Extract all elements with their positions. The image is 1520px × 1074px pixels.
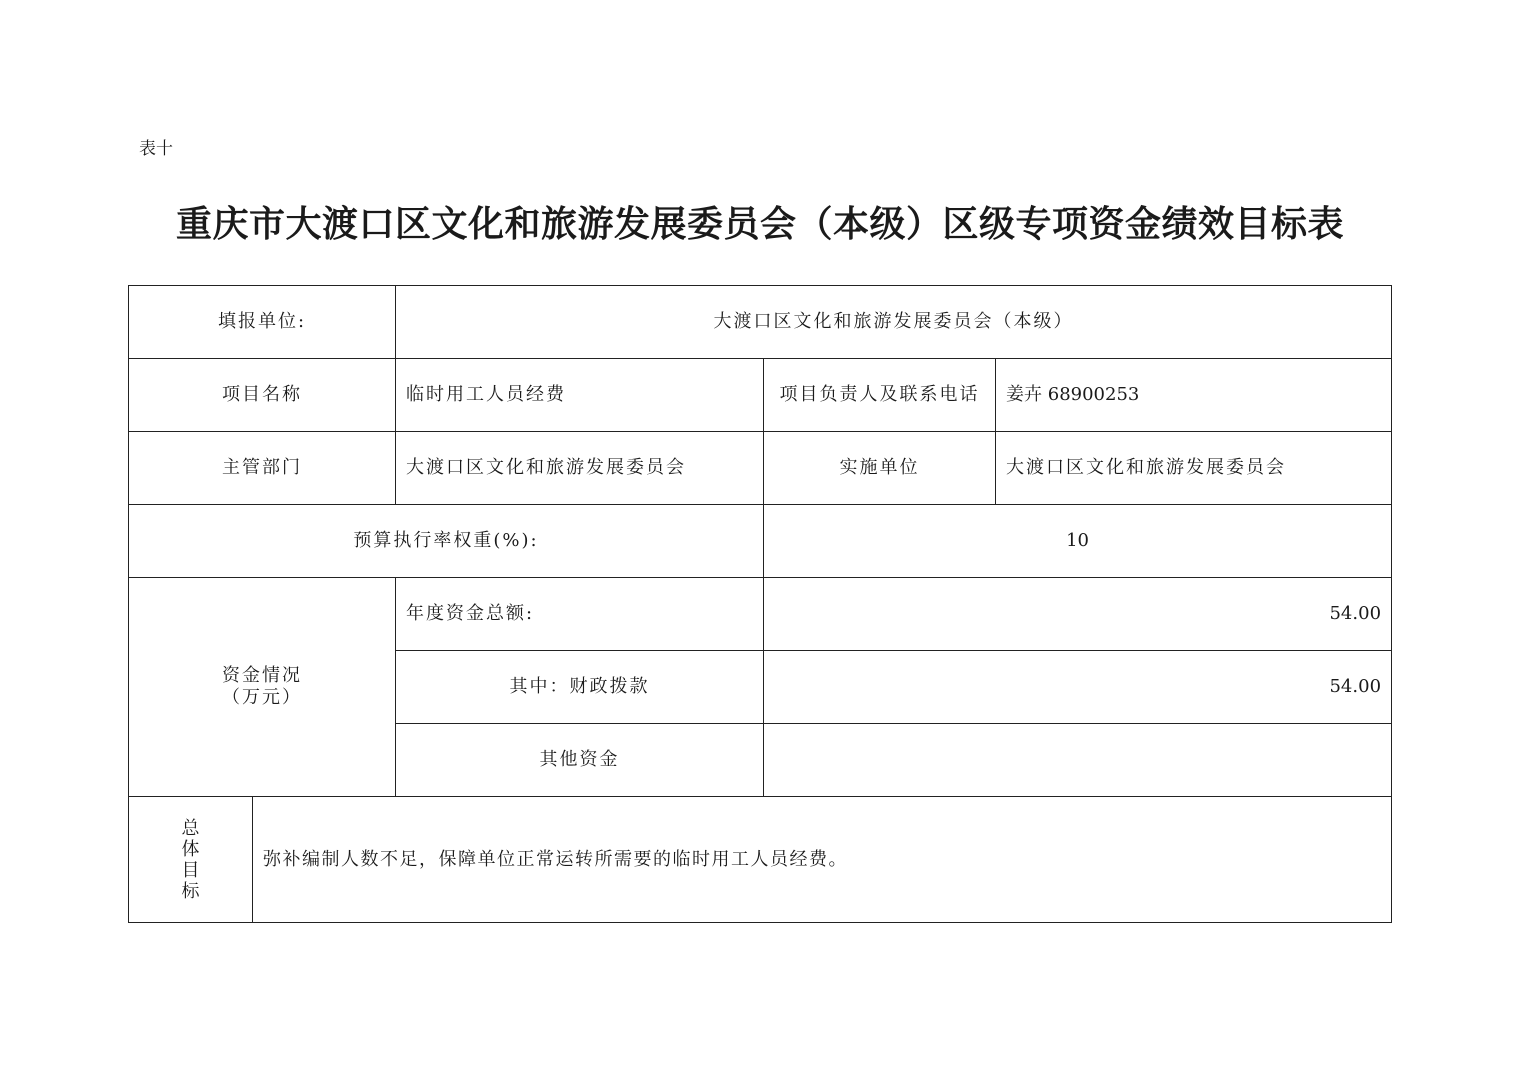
budget-weight-label: 预算执行率权重(%): [129,505,764,578]
overall-goal-value: 弥补编制人数不足，保障单位正常运转所需要的临时用工人员经费。 [253,797,1392,923]
department-row [129,432,1392,505]
reporting-unit-row [129,286,1392,359]
implementing-unit-value: 大渡口区文化和旅游发展委员会 [996,432,1392,505]
supervising-dept-label: 主管部门 [129,432,396,505]
project-lead-label: 项目负责人及联系电话 [764,359,996,432]
other-funds-label: 其他资金 [396,724,764,797]
overall-goal-label [129,797,253,923]
annual-total-label: 年度资金总额: [396,578,764,651]
reporting-unit-label: 填报单位: [129,286,396,359]
budget-weight-value: 10 [764,505,1392,578]
document-title: 重庆市大渡口区文化和旅游发展委员会（本级）区级专项资金绩效目标表 [175,203,1344,245]
project-name-label: 项目名称 [129,359,396,432]
performance-target-table [128,285,1392,923]
funds-label [129,578,396,797]
implementing-unit-label: 实施单位 [764,432,996,505]
funds-label-line1: 资金情况 [222,665,302,686]
other-funds-value [764,724,1392,797]
overall-goal-label-text: 总体目标 [181,817,200,902]
reporting-unit-value: 大渡口区文化和旅游发展委员会（本级） [396,286,1392,359]
table-number-label: 表十 [139,139,173,159]
fiscal-label: 其中：财政拨款 [396,651,764,724]
fiscal-value: 54.00 [764,651,1392,724]
budget-weight-row [129,505,1392,578]
funds-label-line2: （万元） [222,687,302,708]
annual-total-value: 54.00 [764,578,1392,651]
supervising-dept-value: 大渡口区文化和旅游发展委员会 [396,432,764,505]
project-name-value: 临时用工人员经费 [396,359,764,432]
annual-total-row [129,578,1392,651]
project-lead-value: 姜卉 68900253 [996,359,1392,432]
project-name-row [129,359,1392,432]
overall-goal-row [129,797,1392,923]
